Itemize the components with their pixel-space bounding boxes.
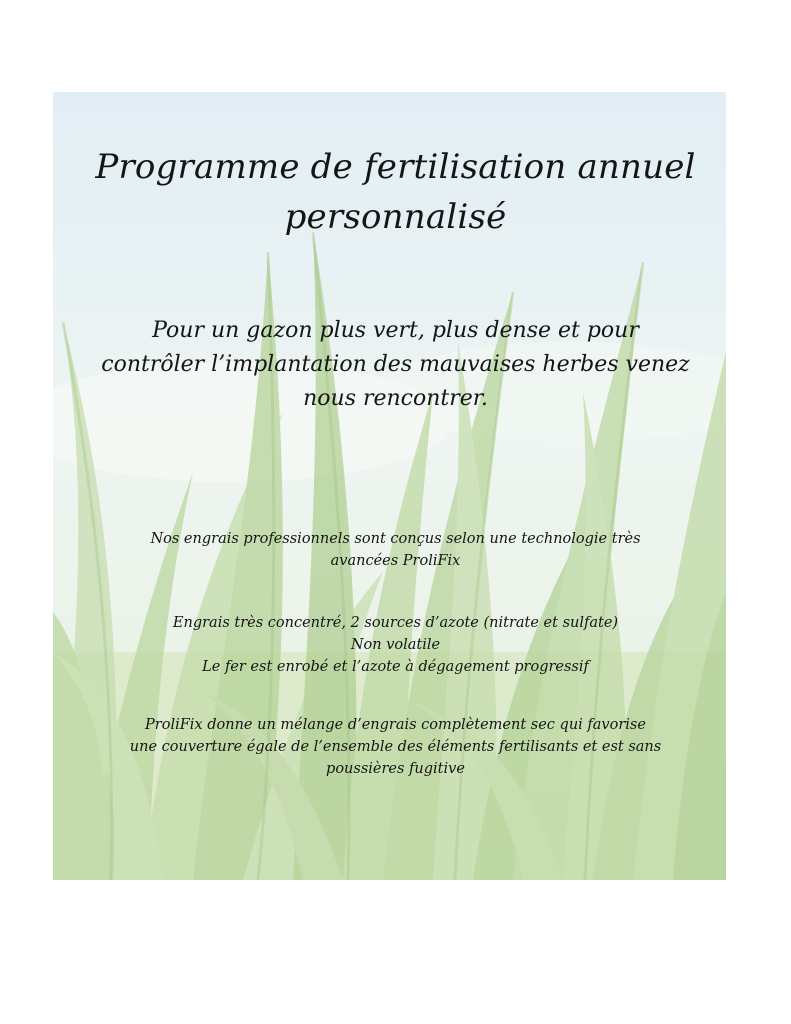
paragraph-prolifix: [60, 714, 731, 780]
paragraph-technology: [60, 528, 731, 572]
paragraph-line: Le fer est enrobé et l’azote à dégagement progressif: [202, 659, 589, 675]
flyer-subtitle: [60, 314, 731, 416]
title-line: personnalisé: [284, 197, 507, 237]
subtitle-line: nous rencontrer.: [303, 386, 488, 411]
paragraph-line: ProliFix donne un mélange d’engrais complètement sec qui favorise: [145, 717, 646, 733]
flyer-title: [60, 142, 731, 242]
subtitle-line: Pour un gazon plus vert, plus dense et pour: [152, 318, 639, 343]
paragraph-line: Engrais très concentré, 2 sources d’azote (nitrate et sulfate): [172, 615, 619, 631]
paragraph-line: Non volatile: [350, 637, 441, 653]
title-line: Programme de fertilisation annuel: [95, 147, 696, 187]
paragraph-line: poussières fugitive: [326, 761, 465, 777]
paragraph-features: [60, 612, 731, 678]
paragraph-line: avancées ProliFix: [330, 553, 461, 569]
paragraph-line: une couverture égale de l’ensemble des éléments fertilisants et est sans: [129, 739, 662, 755]
paragraph-line: Nos engrais professionnels sont conçus selon une technologie très: [150, 531, 641, 547]
subtitle-line: contrôler l’implantation des mauvaises herbes venez: [101, 352, 690, 377]
